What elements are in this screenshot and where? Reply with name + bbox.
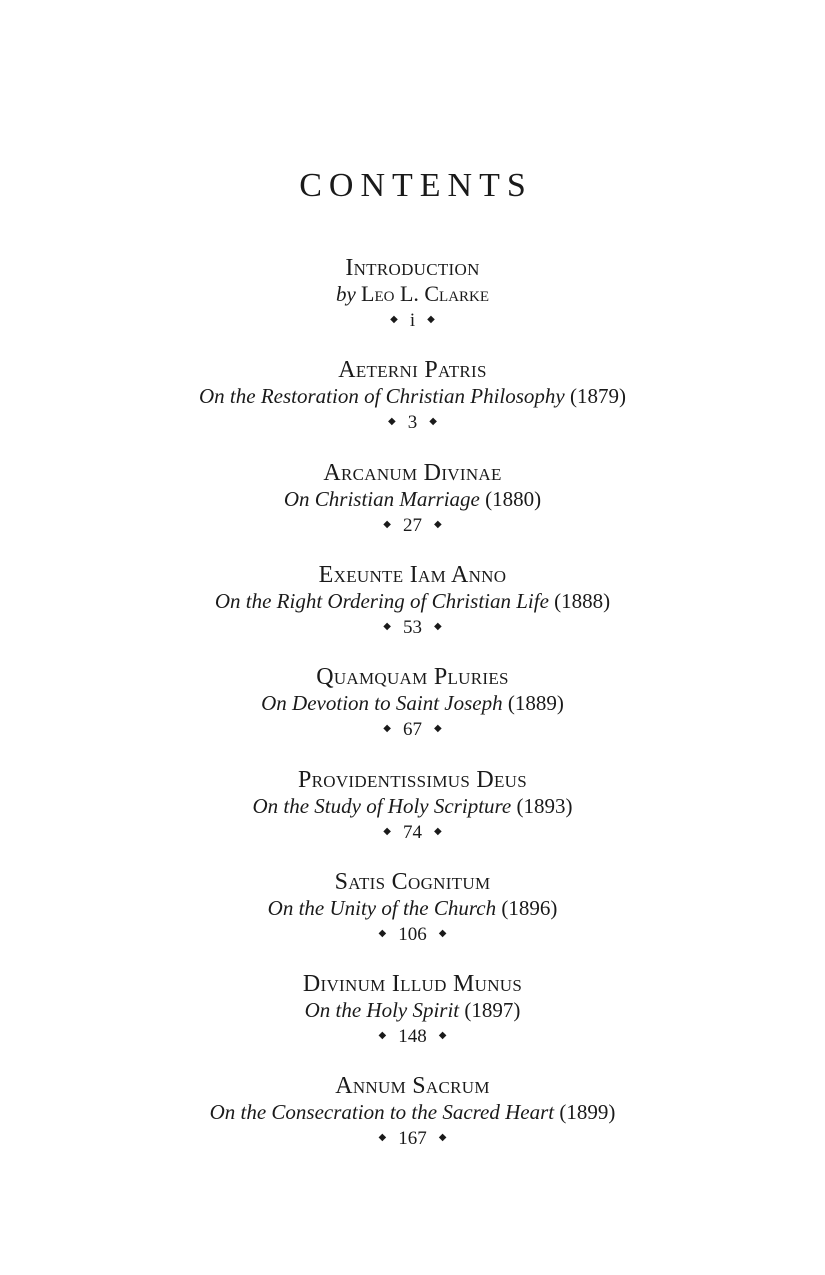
page-number: 3 bbox=[407, 412, 418, 433]
diamond-ornament-icon: ◆ bbox=[383, 620, 391, 632]
toc-entry-page bbox=[0, 819, 825, 847]
toc-entry-title: Satis Cognitum bbox=[334, 869, 491, 895]
toc-entry-subtitle bbox=[0, 1099, 825, 1125]
toc-entry-page bbox=[0, 1023, 825, 1051]
toc-entry-title: Divinum Illud Munus bbox=[302, 971, 523, 997]
diamond-ornament-icon: ◆ bbox=[378, 1029, 387, 1041]
diamond-ornament-icon: ◆ bbox=[434, 518, 442, 530]
diamond-ornament-icon: ◆ bbox=[434, 620, 442, 632]
diamond-ornament-icon: ◆ bbox=[388, 415, 396, 427]
diamond-ornament-icon: ◆ bbox=[427, 313, 435, 325]
toc-entry-byline bbox=[0, 281, 825, 307]
diamond-ornament-icon: ◆ bbox=[383, 825, 391, 837]
byline-prefix: by bbox=[335, 282, 356, 306]
diamond-ornament-icon: ◆ bbox=[378, 1131, 387, 1143]
diamond-ornament-icon: ◆ bbox=[383, 518, 391, 530]
toc-entry-page bbox=[0, 921, 825, 949]
toc-entry-title: Exeunte Iam Anno bbox=[318, 562, 507, 588]
subtitle-text: On the Unity of the Church bbox=[267, 896, 497, 920]
toc-entry[interactable] bbox=[0, 460, 825, 540]
page-title: CONTENTS bbox=[299, 167, 533, 204]
year-text: (1896) bbox=[501, 896, 558, 920]
page-number: 27 bbox=[403, 515, 422, 536]
subtitle-text: On the Restoration of Christian Philosophy bbox=[199, 384, 565, 408]
toc-entry-subtitle bbox=[0, 383, 825, 409]
subtitle-text: On the Right Ordering of Christian Life bbox=[214, 589, 549, 613]
toc-entry[interactable] bbox=[0, 767, 825, 847]
diamond-ornament-icon: ◆ bbox=[390, 313, 398, 325]
diamond-ornament-icon: ◆ bbox=[434, 825, 442, 837]
toc-entry-page bbox=[0, 512, 825, 540]
diamond-ornament-icon: ◆ bbox=[434, 722, 442, 734]
diamond-ornament-icon: ◆ bbox=[438, 1131, 447, 1143]
subtitle-text: On Devotion to Saint Joseph bbox=[261, 691, 503, 715]
diamond-ornament-icon: ◆ bbox=[378, 927, 387, 939]
toc-entry-title: Annum Sacrum bbox=[335, 1073, 490, 1099]
year-text: (1880) bbox=[485, 487, 542, 511]
toc-entry-subtitle bbox=[0, 895, 825, 921]
year-text: (1888) bbox=[554, 589, 611, 613]
toc-entry-page bbox=[0, 614, 825, 642]
year-text: (1879) bbox=[570, 384, 626, 408]
toc-entry-subtitle bbox=[0, 588, 825, 614]
page-number: 67 bbox=[403, 719, 422, 740]
toc-entry-title: Aeterni Patris bbox=[338, 357, 487, 383]
toc-entry[interactable] bbox=[0, 562, 825, 642]
toc-entry-page bbox=[0, 716, 825, 744]
toc-entry-introduction[interactable] bbox=[0, 255, 825, 335]
toc-entry-title: Arcanum Divinae bbox=[323, 460, 502, 486]
subtitle-text: On the Consecration to the Sacred Heart bbox=[209, 1100, 555, 1124]
year-text: (1899) bbox=[559, 1100, 616, 1124]
diamond-ornament-icon: ◆ bbox=[438, 1029, 447, 1041]
page-number: 148 bbox=[398, 1026, 427, 1047]
toc-entry-title: Providentissimus Deus bbox=[297, 767, 528, 793]
toc-entry[interactable] bbox=[0, 357, 825, 437]
page-number: 53 bbox=[403, 617, 422, 638]
toc-entry-page bbox=[0, 307, 825, 335]
page-number: 74 bbox=[403, 822, 422, 843]
subtitle-text: On the Holy Spirit bbox=[304, 998, 460, 1022]
page-number: 106 bbox=[398, 924, 427, 945]
toc-entry[interactable] bbox=[0, 869, 825, 949]
year-text: (1889) bbox=[507, 691, 564, 715]
toc-entry[interactable] bbox=[0, 664, 825, 744]
author-name: Leo L. Clarke bbox=[361, 281, 490, 306]
toc-entry-subtitle bbox=[0, 997, 825, 1023]
diamond-ornament-icon: ◆ bbox=[383, 722, 391, 734]
toc-entry-title: Introduction bbox=[345, 255, 480, 281]
year-text: (1893) bbox=[516, 794, 573, 818]
page-number: i bbox=[409, 310, 416, 331]
year-text: (1897) bbox=[464, 998, 521, 1022]
diamond-ornament-icon: ◆ bbox=[438, 927, 447, 939]
toc-entry[interactable] bbox=[0, 971, 825, 1051]
toc-entry-page bbox=[0, 1125, 825, 1153]
toc-entry[interactable] bbox=[0, 1073, 825, 1153]
toc-entry-subtitle bbox=[0, 486, 825, 512]
diamond-ornament-icon: ◆ bbox=[429, 415, 437, 427]
toc-entry-page bbox=[0, 409, 825, 437]
subtitle-text: On the Study of Holy Scripture bbox=[252, 794, 512, 818]
page-number: 167 bbox=[398, 1128, 427, 1149]
toc-entry-subtitle bbox=[0, 793, 825, 819]
toc-entry-title: Quamquam Pluries bbox=[316, 664, 509, 690]
subtitle-text: On Christian Marriage bbox=[283, 487, 480, 511]
toc-entry-subtitle bbox=[0, 690, 825, 716]
